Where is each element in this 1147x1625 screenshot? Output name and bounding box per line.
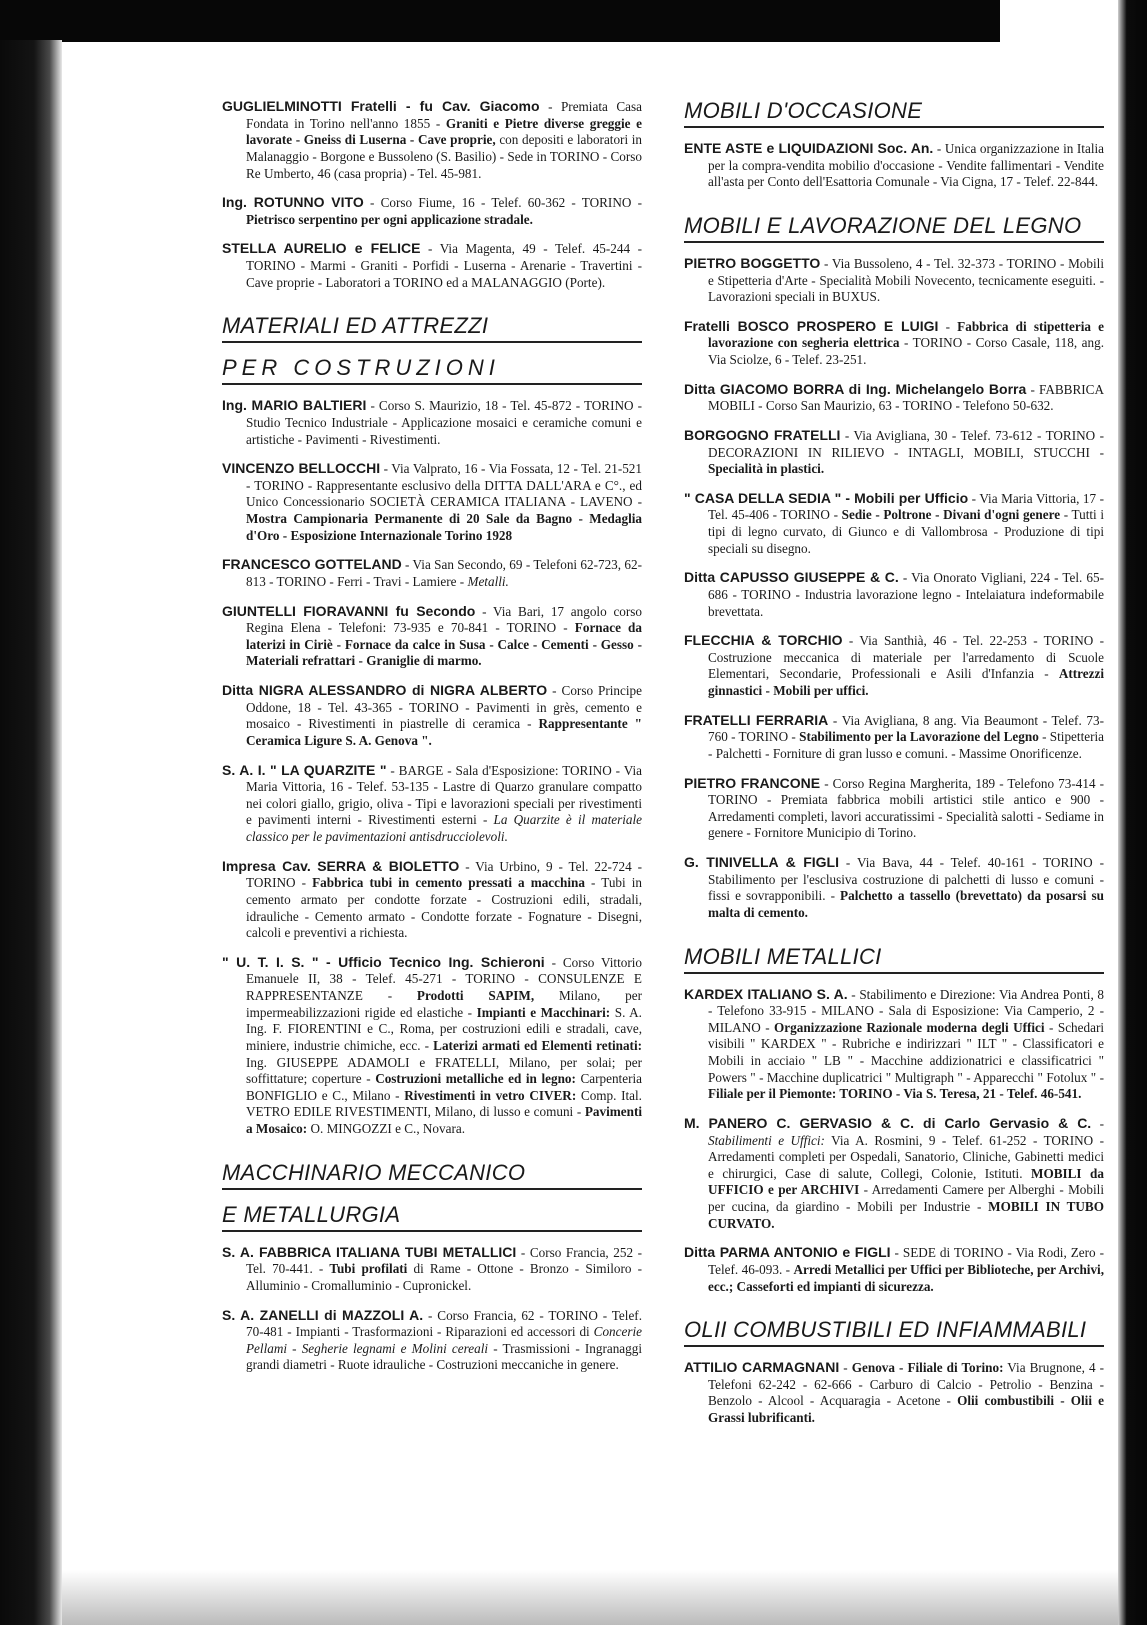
entry-text: Via Brugnone, 4 - Telefoni 62-242 - 62-666 - Carburo di Calcio - Petrolio - Benzina - Benzolo - Alcool - Acquaragia - Acetone -	[708, 1360, 1104, 1409]
entry-name: GUGLIELMINOTTI Fratelli - fu Cav. Giacomo	[222, 98, 540, 114]
entry-text: - TORINO - Corso Casale, 118, ang. Via Sciolze, 6 - Telef. 23-251.	[708, 335, 1104, 367]
directory-entry	[684, 632, 1104, 700]
directory-entry	[222, 1244, 642, 1295]
directory-entry	[222, 762, 642, 846]
directory-entry	[222, 240, 642, 291]
entry-highlight: Laterizi armati ed Elementi retinati:	[433, 1037, 642, 1053]
section-heading: MATERIALI ED ATTREZZI	[222, 313, 642, 343]
section-heading: E METALLURGIA	[222, 1202, 642, 1232]
entry-italic: La Quarzite è il materiale classico per le pavimentazioni antisdrucciolevoli.	[246, 812, 642, 844]
entry-text: - Premiata Casa Fondata in Torino nell'anno 1855 -	[246, 99, 642, 131]
entry-text: - Corso Principe Oddone, 18 - Tel. 43-365 - TORINO - Pavimenti in grès, cemento e mosaico - Rivestimenti in piastrelle di ceramica -	[246, 683, 642, 732]
entry-italic: Stabilimenti e Uffici:	[708, 1132, 825, 1148]
directory-entry	[222, 397, 642, 448]
section-heading: MOBILI METALLICI	[684, 944, 1104, 974]
entry-name: Impresa Cav. SERRA & BIOLETTO	[222, 857, 460, 874]
directory-entry	[684, 255, 1104, 306]
entry-text: - Corso Francia, 252 - Tel. 70-441. -	[246, 1244, 642, 1277]
entry-name: S. A. ZANELLI di MAZZOLI A.	[222, 1306, 424, 1323]
entry-text: - Via Avigliana, 30 - Telef. 73-612 - TORINO - DECORAZIONI IN RILIEVO - INTAGLI, MOBILI, STUCCHI -	[708, 427, 1104, 460]
entry-highlight: Arredi Metallici per Uffici per Biblioteche, per Archivi, ecc.; Casseforti ed impianti di sicurezza.	[708, 1261, 1104, 1294]
entry-text: - Tubi in cemento armato per condotte forzate - Costruzioni edili, stradali, idrauliche - Cemento armato - Condotte forzate - Fognature - Disegni, calcoli e preventivi a richiesta.	[246, 875, 643, 941]
entry-text: - SEDE di TORINO - Via Rodi, Zero - Telef. 46-093. -	[708, 1245, 1105, 1277]
entry-text: - Via Urbino, 9 - Tel. 22-724 - TORINO -	[246, 858, 642, 891]
entry-italic: Concerie Pellami - Segherie legnami e Molini cereali	[246, 1324, 642, 1356]
entry-highlight: Prodotti SAPIM,	[416, 988, 535, 1003]
entry-text: - Schedari visibili " KARDEX " - Rubriche e indirizzari " ILT " - Classificatori e Mobili in acciaio " LB " - Macchine addizionatrici e classificatrici " Powers " - Macchine duplicatrici " Multigraph " - Apparecchi " Fotolux " -	[708, 1019, 1105, 1085]
entry-name: BORGOGNO FRATELLI	[684, 426, 841, 443]
directory-entry	[684, 490, 1104, 558]
entry-name: FLECCHIA & TORCHIO	[684, 632, 843, 649]
entry-text: di Rame - Ottone - Bronzo - Similoro - Alluminio - Cromalluminio - Cupronickel.	[246, 1261, 642, 1293]
entry-text: -	[938, 318, 958, 334]
entry-name: ATTILIO CARMAGNANI	[684, 1359, 840, 1376]
entry-highlight: Costruzioni metalliche ed in legno:	[375, 1071, 576, 1087]
entry-name: Fratelli BOSCO PROSPERO E LUIGI	[684, 317, 939, 334]
entry-name: FRATELLI FERRARIA	[684, 711, 829, 728]
entry-highlight: Mostra Campionaria Permanente di 20 Sale da Bagno - Medaglia d'Oro - Esposizione Internazionale Torino 1928	[246, 511, 642, 543]
entry-text: - Via Bari, 17 angolo corso Regina Elena - Telefoni: 73-935 e 70-841 - TORINO -	[246, 603, 643, 636]
section-heading: MOBILI D'OCCASIONE	[684, 98, 1104, 128]
directory-entry	[222, 194, 642, 228]
right-column	[684, 98, 1104, 1439]
entry-text: - Stipetteria - Palchetti - Forniture di gran lusso e comuni. - Massime Onorificenze.	[708, 729, 1104, 761]
directory-entry	[684, 381, 1104, 415]
entry-text: -	[839, 1360, 852, 1376]
entry-text: - Via Bussoleno, 4 - Tel. 32-373 - TORINO - Mobili e Stipetteria d'Arte - Specialità Mobili Novecento, tecnicamente eseguiti. - Lavorazioni speciali in BUXUS.	[708, 255, 1104, 305]
entry-name: VINCENZO BELLOCCHI	[222, 460, 381, 477]
entry-text: - Trasmissioni - Ingranaggi grandi diametri - Ruote idrauliche - Costruzioni meccaniche in genere.	[246, 1340, 642, 1373]
entry-name: Ditta PARMA ANTONIO e FIGLI	[684, 1244, 891, 1261]
entry-highlight: MOBILI da UFFICIO e per ARCHIVI	[708, 1165, 1104, 1198]
section-heading: MACCHINARIO MECCANICO	[222, 1160, 642, 1190]
entry-highlight: Fornace da laterizi in Ciriè - Fornace da calce in Susa - Calce - Cementi - Gesso - Materiali refrattari - Graniglie di marmo.	[246, 620, 642, 669]
entry-text: - Corso Vittorio Emanuele II, 38 - Telef. 45-271 - TORINO - CONSULENZE E RAPPRESENTANZE -	[246, 954, 642, 1003]
entry-highlight: Pavimenti a Mosaico:	[246, 1104, 642, 1136]
directory-entry	[684, 854, 1104, 922]
entry-text: S. A. Ing. F. FIORENTINI e C., Roma, per costruzioni edili e stradali, cave, miniere, industrie chimiche, ecc. -	[246, 1004, 642, 1053]
section-heading: PER COSTRUZIONI	[222, 355, 642, 385]
left-column	[222, 98, 642, 1386]
entry-highlight: Fabbrica tubi in cemento pressati a macchina	[312, 875, 585, 891]
entry-text: Via A. Rosmini, 9 - Telef. 61-252 - TORINO - Arredamenti completi per Ospedali, Sanatorio, Cliniche, Gabinetti medici e chirurgici, Case di salute, Collegi, Colonie, Istituti.	[708, 1132, 1104, 1181]
entry-name: Ditta NIGRA ALESSANDRO di NIGRA ALBERTO	[222, 682, 548, 698]
entry-highlight: MOBILI IN TUBO CURVATO.	[708, 1199, 1104, 1231]
directory-entry	[684, 569, 1104, 620]
directory-entry	[222, 954, 642, 1138]
directory-entry	[222, 460, 642, 544]
entry-name: Ing. MARIO BALTIERI	[222, 397, 367, 414]
entry-highlight: Olii combustibili - Olii e Grassi lubrificanti.	[708, 1393, 1105, 1425]
entry-text: - Stabilimento e Direzione: Via Andrea Ponti, 8 - Telefono 33-915 - MILANO - Sala di Esposizione: Via Camperio, 2 - MILANO -	[708, 986, 1104, 1035]
directory-entry	[684, 986, 1104, 1103]
scan-left-border	[0, 40, 62, 1625]
entry-text: - Via Avigliana, 8 ang. Via Beaumont - Telef. 73-760 - TORINO -	[708, 712, 1104, 745]
entry-name: Ditta GIACOMO BORRA di Ing. Michelangelo Borra	[684, 380, 1027, 397]
entry-text: Milano, per impermeabilizzazioni rigide ed elastiche -	[246, 988, 642, 1020]
entry-highlight: Pietrisco serpentino per ogni applicazione stradale.	[246, 211, 533, 227]
entry-name: " U. T. I. S. " - Ufficio Tecnico Ing. Schieroni	[222, 953, 545, 970]
entry-text: - Via Valprato, 16 - Via Fossata, 12 - Tel. 21-521 - TORINO - Rappresentante esclusivo della DITTA DALL'ARA e C°., ed Unico Concessionario SOCIETÀ CERAMICA ITALIANA - LAVENO -	[246, 461, 642, 510]
entry-text: Carpenteria BONFIGLIO e C., Milano -	[246, 1071, 642, 1103]
entry-text: - Via San Secondo, 69 - Telefoni 62-723, 62-813 - TORINO - Ferri - Travi - Lamiere -	[246, 557, 642, 589]
directory-entry	[684, 775, 1104, 843]
entry-name: PIETRO FRANCONE	[684, 774, 821, 791]
directory-entry	[684, 712, 1104, 763]
entry-name: S. A. FABBRICA ITALIANA TUBI METALLICI	[222, 1243, 517, 1260]
entry-text: - Corso Fiume, 16 - Telef. 60-362 - TORINO -	[363, 195, 642, 211]
entry-name: S. A. I. " LA QUARZITE "	[222, 761, 387, 778]
entry-name: FRANCESCO GOTTELAND	[222, 556, 402, 573]
entry-name: Ing. ROTUNNO VITO	[222, 194, 364, 211]
directory-entry	[222, 603, 642, 671]
entry-highlight: Attrezzi ginnastici - Mobili per uffici.	[708, 666, 1104, 698]
section-heading: MOBILI E LAVORAZIONE DEL LEGNO	[684, 213, 1104, 243]
entry-name: KARDEX ITALIANO S. A.	[684, 985, 848, 1002]
scan-top-border	[0, 0, 1000, 42]
entry-highlight: Tubi profilati	[329, 1261, 408, 1277]
entry-text: - Arredamenti Camere per Alberghi - Mobili per cucina, da giardino - Mobili per Industrie -	[708, 1182, 1104, 1214]
entry-text: - FABBRICA MOBILI - Corso San Maurizio, 63 - TORINO - Telefono 50-632.	[708, 381, 1104, 414]
entry-highlight: Rappresentante " Ceramica Ligure S. A. Genova ".	[246, 716, 642, 748]
directory-entry	[684, 1359, 1104, 1427]
directory-entry	[222, 556, 642, 590]
directory-entry	[684, 1115, 1104, 1232]
entry-text: - Via Santhià, 46 - Tel. 22-253 - TORINO - Costruzione meccanica di materiale per l'arredamento di Scuole Elementari, Secondarie, Professionali e Asili d'Infanzia -	[708, 633, 1104, 682]
entry-name: " CASA DELLA SEDIA " - Mobili per Ufficio	[684, 489, 969, 506]
entry-text: -	[1091, 1115, 1104, 1131]
entry-text: - Via Bava, 44 - Telef. 40-161 - TORINO - Stabilimento per l'esclusiva costruzione di palchetti di lusso e comuni - fissi e sovrapponibili. -	[708, 855, 1104, 904]
entry-text: con depositi e laboratori in Malanaggio - Borgone e Bussoleno (S. Basilio) - Sede in TORINO - Corso Re Umberto, 46 (casa propria) - Tel. 45-981.	[246, 132, 642, 181]
scan-right-border	[1118, 0, 1147, 1625]
entry-text: - Via Magenta, 49 - Telef. 45-244 - TORINO - Marmi - Graniti - Porfidi - Luserna - Arenarie - Travertini - Cave proprie - Laboratori a TORINO ed a MALANAGGIO (Porte).	[246, 241, 642, 290]
entry-highlight: Rivestimenti in vetro CIVER:	[404, 1087, 577, 1103]
entry-name: GIUNTELLI FIORAVANNI fu Secondo	[222, 602, 476, 619]
directory-entry	[222, 858, 642, 942]
entry-highlight: Filiale per il Piemonte: TORINO - Via S. Teresa, 21 - Telef. 46-541.	[708, 1086, 1082, 1102]
entry-text: - Corso Francia, 62 - TORINO - Telef. 70-481 - Impianti - Trasformazioni - Riparazioni ed accessori di	[246, 1307, 642, 1340]
entry-name: STELLA AURELIO e FELICE	[222, 240, 421, 257]
directory-entry	[222, 1307, 642, 1375]
entry-text: - Via Onorato Vigliani, 224 - Tel. 65-686 - TORINO - Industria lavorazione legno - Intelaiatura indeformabile brevettata.	[708, 570, 1104, 619]
directory-entry	[222, 682, 642, 750]
entry-text: - Corso Regina Margherita, 189 - Telefono 73-414 - TORINO - Premiata fabbrica mobili artistici stile antico e 900 - Arredamenti completi, lavori accuratissimi - Specialità salotti - Sediame in genere - Fornitore Municipio di Torino.	[708, 775, 1105, 841]
entry-italic: Metalli.	[467, 573, 509, 589]
entry-text: Comp. Ital. VETRO EDILE RIVESTIMENTI, Milano, di lusso e comuni -	[246, 1087, 642, 1120]
directory-entry	[684, 318, 1104, 369]
entry-highlight: Stabilimento per la Lavorazione del Legno	[799, 729, 1039, 745]
entry-name: M. PANERO C. GERVASIO & C. di Carlo Gervasio & C.	[684, 1114, 1092, 1131]
entry-text: - Via Maria Vittoria, 17 - Tel. 45-406 - TORINO -	[708, 490, 1104, 523]
entry-highlight: Palchetto a tassello (brevettato) da posarsi su malta di cemento.	[708, 888, 1104, 920]
entry-highlight: Genova - Filiale di Torino:	[851, 1360, 1004, 1376]
entry-name: ENTE ASTE e LIQUIDAZIONI Soc. An.	[684, 140, 934, 156]
entry-name: Ditta CAPUSSO GIUSEPPE & C.	[684, 569, 899, 586]
directory-entry	[222, 98, 642, 182]
entry-highlight: Graniti e Pietre diverse greggie e lavorate - Gneiss di Luserna - Cave proprie,	[246, 115, 642, 148]
entry-text: - Tutti i tipi di legno curvato, di Giunco e di Vallombrosa - Produzione di tipi speciali su disegno.	[708, 507, 1104, 556]
entry-highlight: Impianti e Macchinari:	[476, 1004, 611, 1020]
entry-text: Ing. GIUSEPPE ADAMOLI e FRATELLI, Milano, per solai; per soffittature; coperture -	[246, 1054, 642, 1087]
entry-name: G. TINIVELLA & FIGLI	[684, 854, 840, 870]
entry-text: - Corso S. Maurizio, 18 - Tel. 45-872 - TORINO - Studio Tecnico Industriale - Applicazione mosaici e ceramiche comuni e artistiche - Pavimenti - Rivestimenti.	[246, 398, 642, 447]
section-heading: OLII COMBUSTIBILI ED INFIAMMABILI	[684, 1317, 1104, 1347]
entry-text: - Unica organizzazione in Italia per la compra-vendita mobilio d'occasione - Vendite fallimentari - Vendite all'asta per Conto dell'Esattoria Comunale - Via Cigna, 17 - Telef. 22-844.	[708, 141, 1104, 190]
page-bottom-shadow	[62, 1570, 1118, 1625]
entry-text: - BARGE - Sala d'Esposizione: TORINO - Via Maria Vittoria, 16 - Telef. 53-135 - Lastre di Quarzo granulare compatto nei colori giallo, grigio, oliva - Tipi e lavorazioni speciali per rivestimenti e pavimenti interni - Rivestimenti esterni -	[246, 762, 642, 828]
entry-highlight: Specialità in plastici.	[708, 461, 825, 477]
entry-highlight: Sedie - Poltrone - Divani d'ogni genere	[841, 507, 1061, 523]
entry-text: O. MINGOZZI e C., Novara.	[307, 1121, 466, 1136]
entry-name: PIETRO BOGGETTO	[684, 254, 821, 271]
entry-highlight: Organizzazione Razionale moderna degli Uffici	[774, 1019, 1045, 1035]
directory-entry	[684, 427, 1104, 478]
entry-highlight: Fabbrica di stipetteria e lavorazione con segheria elettrica	[708, 318, 1104, 351]
directory-entry	[684, 1244, 1104, 1295]
directory-entry	[684, 140, 1104, 191]
